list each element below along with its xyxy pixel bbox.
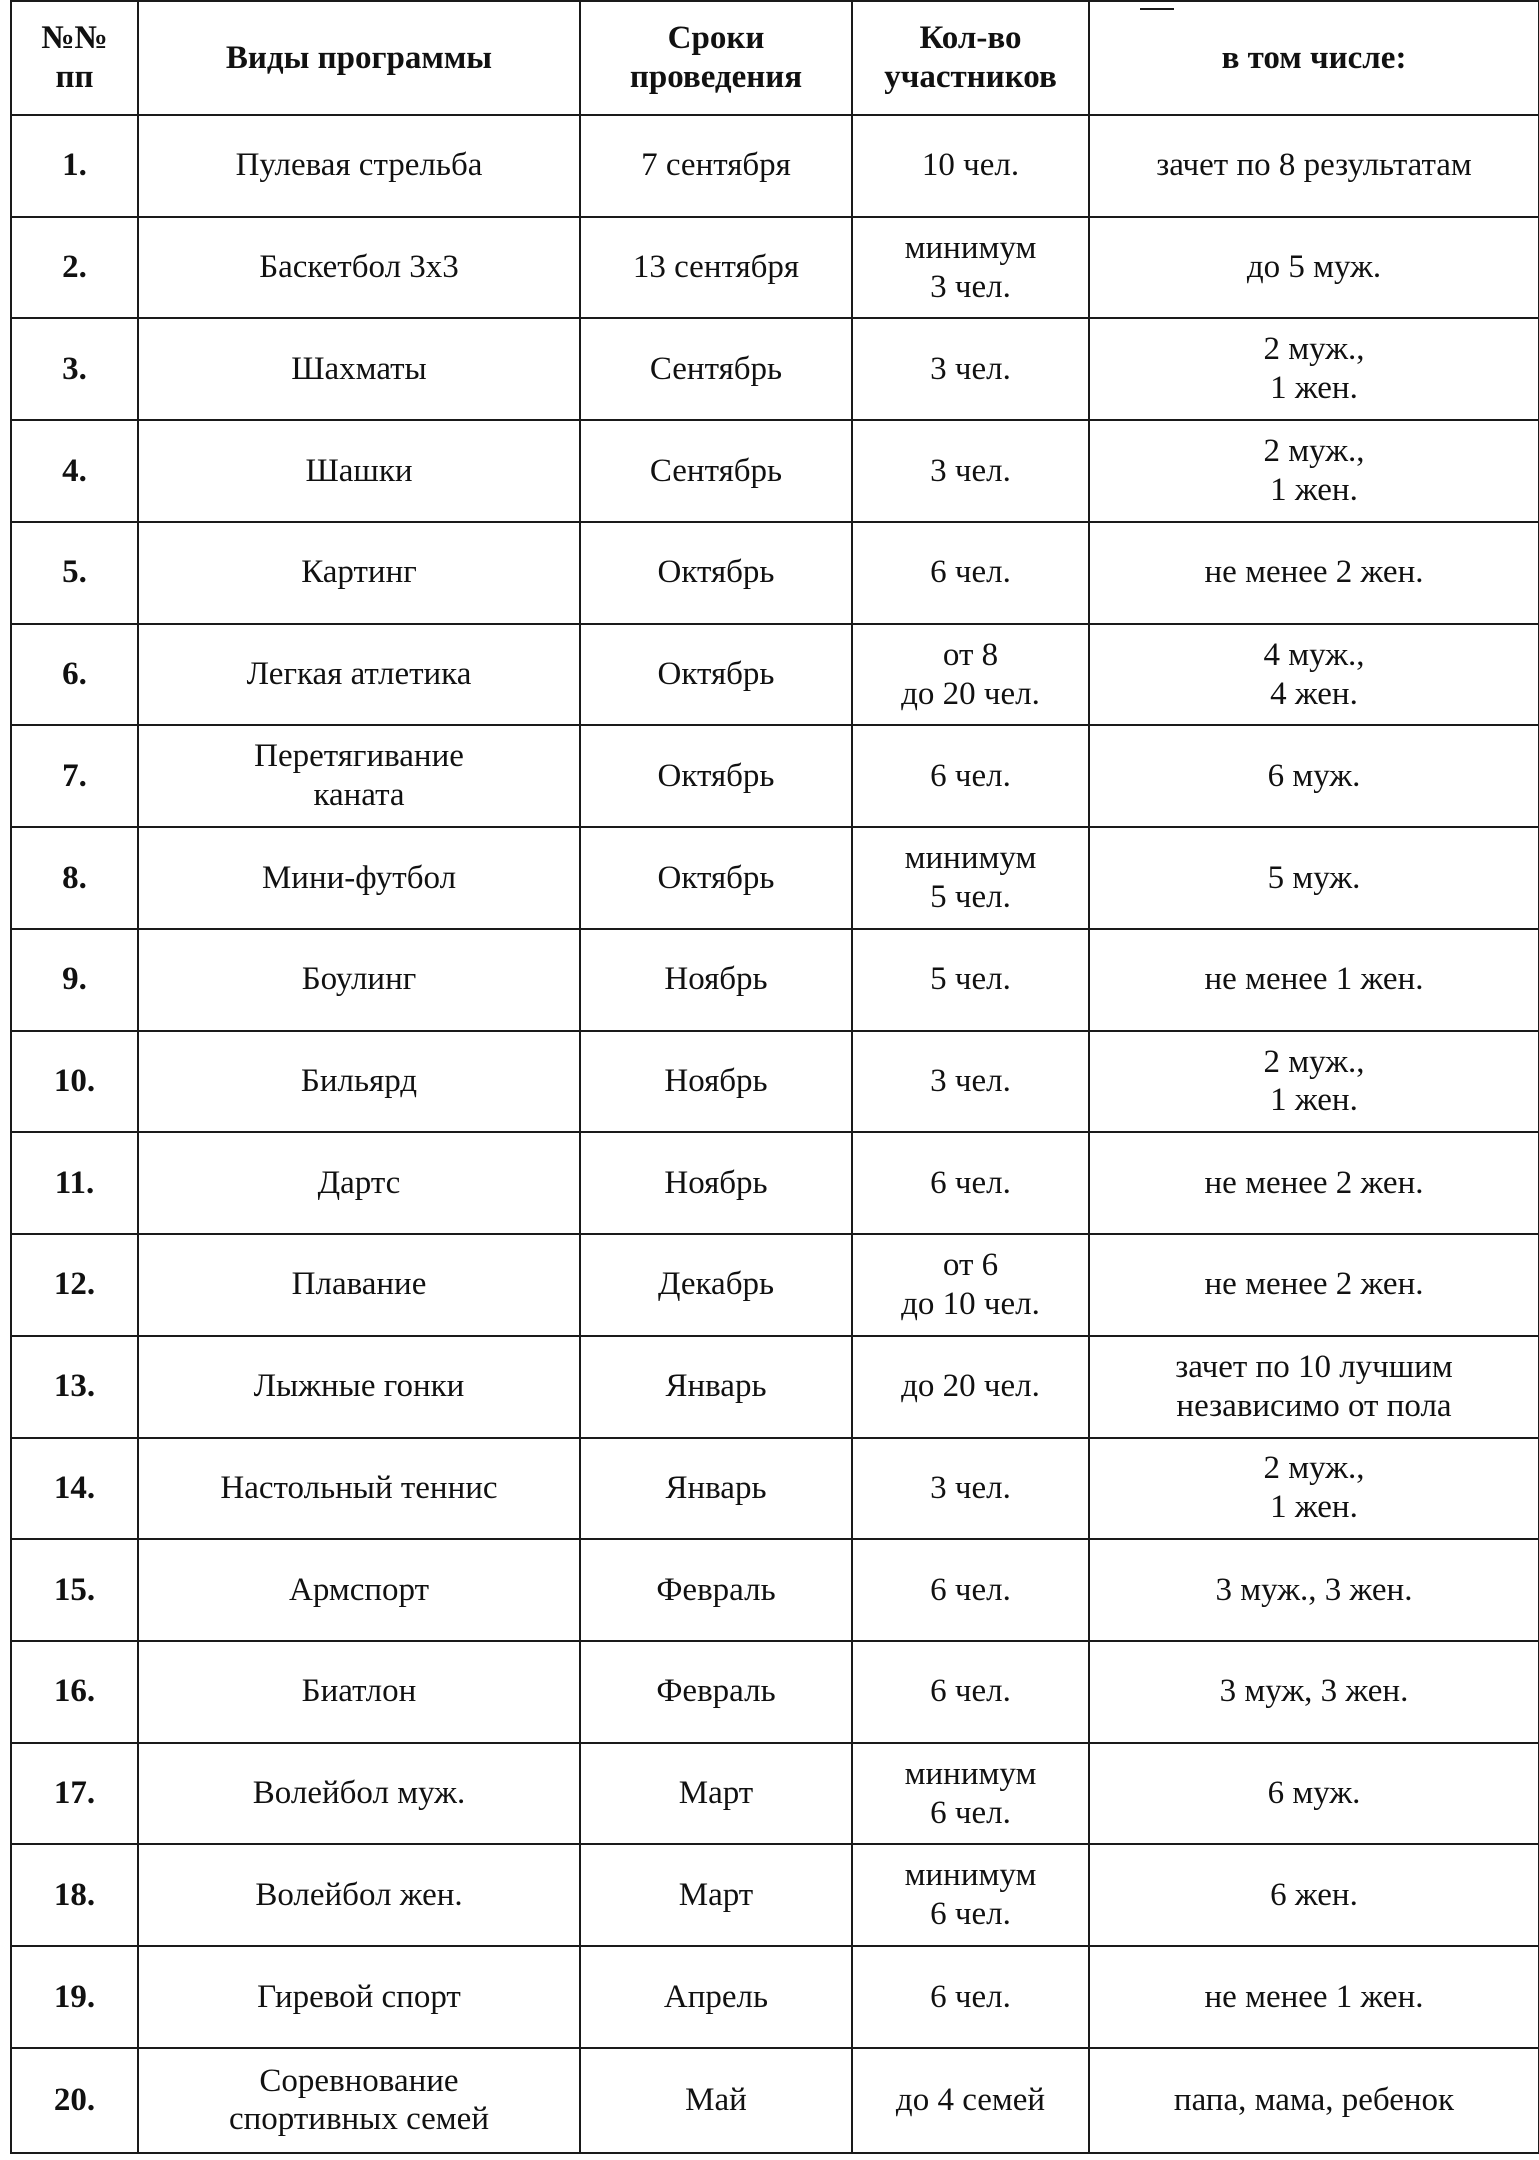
including-cell — [1089, 1743, 1539, 1845]
header-sport-type — [138, 1, 580, 115]
participant-count-cell — [852, 624, 1089, 726]
sport-type-cell — [138, 1844, 580, 1946]
period-cell-line: Апрель — [663, 1978, 769, 2015]
row-number-cell: 8. — [11, 827, 138, 929]
row-number-cell: 18. — [11, 1844, 138, 1946]
table-row — [11, 1234, 1539, 1336]
period-cell-line: Октябрь — [657, 554, 775, 591]
period-cell-line: Сентябрь — [649, 350, 783, 387]
period-cell-line: Октябрь — [657, 859, 775, 896]
including-cell-line: 3 муж, 3 жен. — [1219, 1673, 1409, 1710]
including-cell — [1089, 1946, 1539, 2048]
sport-type-cell — [138, 624, 580, 726]
sport-type-cell — [138, 1438, 580, 1540]
participant-count-cell — [852, 1641, 1089, 1743]
including-cell-line: 6 муж. — [1267, 1775, 1361, 1812]
including-cell — [1089, 725, 1539, 827]
period-cell-line: Март — [678, 1876, 754, 1913]
including-cell-line: 1 жен. — [1270, 370, 1358, 407]
sport-type-cell-line: Соревнование — [259, 2062, 459, 2099]
sport-type-cell — [138, 1234, 580, 1336]
participant-count-cell — [852, 1743, 1089, 1845]
participant-count-cell-line: до 20 чел. — [901, 675, 1040, 712]
including-cell-line: 3 муж., 3 жен. — [1215, 1571, 1413, 1608]
participant-count-cell-line: минимум — [904, 1857, 1037, 1894]
sport-type-cell-line: Шашки — [305, 452, 413, 489]
period-cell-line: Январь — [665, 1368, 767, 1405]
header-count-line: участников — [884, 59, 1057, 95]
period-cell-line: Октябрь — [657, 757, 775, 794]
table-row — [11, 522, 1539, 624]
participant-count-cell-line: 6 чел. — [930, 1571, 1011, 1608]
header-count-line: Кол-во — [919, 20, 1022, 57]
sport-type-cell — [138, 217, 580, 319]
participant-count-cell — [852, 1336, 1089, 1438]
table-row — [11, 318, 1539, 420]
participant-count-cell — [852, 725, 1089, 827]
participant-count-cell-line: 5 чел. — [930, 961, 1011, 998]
period-cell-line: 7 сентября — [641, 147, 791, 184]
participant-count-cell-line: минимум — [904, 840, 1037, 877]
row-number-cell: 20. — [11, 2048, 138, 2153]
period-cell — [580, 827, 852, 929]
period-cell-line: Май — [685, 2082, 747, 2118]
participant-count-cell-line: до 10 чел. — [901, 1285, 1040, 1322]
competition-schedule-table — [10, 0, 1539, 2154]
including-cell — [1089, 624, 1539, 726]
sport-type-cell — [138, 725, 580, 827]
sport-type-cell — [138, 1031, 580, 1133]
period-cell — [580, 929, 852, 1031]
header-sport-line: Виды программы — [225, 39, 493, 76]
row-number-cell: 3. — [11, 318, 138, 420]
including-cell-line: 2 муж., — [1263, 331, 1365, 368]
header-including-line: в том числе: — [1221, 39, 1407, 76]
sport-type-cell — [138, 1539, 580, 1641]
sport-type-cell — [138, 1132, 580, 1234]
sport-type-cell-line: Боулинг — [301, 961, 417, 998]
including-cell — [1089, 420, 1539, 522]
header-number — [11, 1, 138, 115]
sport-type-cell — [138, 318, 580, 420]
participant-count-cell-line: от 8 — [942, 636, 999, 673]
sport-type-cell-line: Волейбол муж. — [252, 1775, 466, 1812]
sport-type-cell — [138, 115, 580, 217]
participant-count-cell-line: 6 чел. — [930, 554, 1011, 591]
header-including — [1089, 1, 1539, 115]
row-number-cell: 13. — [11, 1336, 138, 1438]
period-cell — [580, 115, 852, 217]
table-row — [11, 725, 1539, 827]
table-row — [11, 1438, 1539, 1540]
participant-count-cell-line: до 4 семей — [895, 2082, 1046, 2118]
sport-type-cell-line: Баскетбол 3х3 — [259, 249, 459, 286]
including-cell — [1089, 1844, 1539, 1946]
sport-type-cell — [138, 1641, 580, 1743]
participant-count-cell-line: минимум — [904, 1755, 1037, 1792]
participant-count-cell-line: 3 чел. — [930, 452, 1011, 489]
including-cell-line: 6 муж. — [1267, 757, 1361, 794]
participant-count-cell — [852, 318, 1089, 420]
page-edge-mark — [1140, 0, 1174, 10]
period-cell — [580, 1844, 852, 1946]
including-cell-line: 6 жен. — [1270, 1876, 1358, 1913]
table-row — [11, 1641, 1539, 1743]
header-period-line: Сроки — [667, 20, 765, 57]
including-cell-line: 1 жен. — [1270, 1082, 1358, 1119]
sport-type-cell-line: Легкая атлетика — [246, 656, 472, 693]
participant-count-cell-line: 6 чел. — [930, 1896, 1011, 1933]
including-cell-line: 2 муж., — [1263, 1043, 1365, 1080]
period-cell — [580, 217, 852, 319]
including-cell-line: не менее 2 жен. — [1204, 1164, 1424, 1201]
table-row — [11, 2048, 1539, 2153]
including-cell — [1089, 2048, 1539, 2153]
row-number-cell: 17. — [11, 1743, 138, 1845]
sport-type-cell-line: Дартс — [317, 1164, 401, 1201]
including-cell-line: зачет по 8 результатам — [1156, 147, 1472, 184]
period-cell — [580, 624, 852, 726]
row-number-cell: 10. — [11, 1031, 138, 1133]
sport-type-cell-line: Биатлон — [301, 1673, 417, 1710]
participant-count-cell-line: 6 чел. — [930, 757, 1011, 794]
row-number-cell: 9. — [11, 929, 138, 1031]
period-cell-line: Ноябрь — [664, 1063, 768, 1099]
row-number-cell: 15. — [11, 1539, 138, 1641]
sport-type-cell — [138, 2048, 580, 2153]
including-cell — [1089, 1336, 1539, 1438]
participant-count-cell-line: 6 чел. — [930, 1794, 1011, 1831]
participant-count-cell-line: 3 чел. — [930, 1063, 1011, 1099]
sport-type-cell-line: Лыжные гонки — [253, 1368, 465, 1405]
header-participant-count — [852, 1, 1089, 115]
row-number-cell: 7. — [11, 725, 138, 827]
table-row — [11, 1336, 1539, 1438]
participant-count-cell — [852, 1132, 1089, 1234]
including-cell-line: 5 муж. — [1267, 859, 1361, 896]
period-cell — [580, 1336, 852, 1438]
period-cell-line: Март — [678, 1775, 754, 1812]
participant-count-cell — [852, 1946, 1089, 2048]
table-row — [11, 827, 1539, 929]
sport-type-cell-line: Волейбол жен. — [255, 1876, 463, 1913]
header-period-line: проведения — [629, 59, 803, 95]
including-cell — [1089, 1234, 1539, 1336]
participant-count-cell-line: 3 чел. — [930, 350, 1011, 387]
header-num-line: №№ — [41, 20, 108, 57]
sport-type-cell-line: Шахматы — [291, 350, 427, 387]
including-cell-line: 4 жен. — [1270, 675, 1358, 712]
table-row — [11, 115, 1539, 217]
sport-type-cell — [138, 929, 580, 1031]
row-number-cell: 11. — [11, 1132, 138, 1234]
including-cell — [1089, 929, 1539, 1031]
sport-type-cell-line: Картинг — [301, 554, 417, 591]
period-cell — [580, 725, 852, 827]
row-number-cell: 4. — [11, 420, 138, 522]
period-cell — [580, 318, 852, 420]
including-cell — [1089, 827, 1539, 929]
participant-count-cell — [852, 1438, 1089, 1540]
participant-count-cell — [852, 1031, 1089, 1133]
row-number-cell: 2. — [11, 217, 138, 319]
table-row — [11, 624, 1539, 726]
header-num-line: пп — [55, 59, 94, 95]
sport-type-cell-line: каната — [313, 777, 405, 814]
header-period — [580, 1, 852, 115]
sport-type-cell-line: Перетягивание — [254, 738, 464, 775]
table-row — [11, 1031, 1539, 1133]
sport-type-cell-line: Гиревой спорт — [257, 1978, 461, 2015]
sport-type-cell — [138, 1336, 580, 1438]
including-cell — [1089, 1539, 1539, 1641]
participant-count-cell — [852, 217, 1089, 319]
period-cell — [580, 522, 852, 624]
period-cell — [580, 1438, 852, 1540]
header-row — [11, 1, 1539, 115]
participant-count-cell — [852, 420, 1089, 522]
period-cell-line: Январь — [665, 1469, 767, 1506]
including-cell — [1089, 1438, 1539, 1540]
sport-type-cell-line: Армспорт — [288, 1571, 429, 1608]
participant-count-cell — [852, 115, 1089, 217]
including-cell-line: не менее 1 жен. — [1204, 961, 1424, 998]
participant-count-cell-line: 10 чел. — [921, 147, 1020, 184]
participant-count-cell — [852, 827, 1089, 929]
including-cell-line: 2 муж., — [1263, 433, 1365, 470]
including-cell — [1089, 1132, 1539, 1234]
including-cell-line: не менее 2 жен. — [1204, 1266, 1424, 1303]
including-cell-line: зачет по 10 лучшим — [1175, 1348, 1453, 1385]
table-row — [11, 1132, 1539, 1234]
including-cell-line: 2 муж., — [1263, 1450, 1365, 1487]
sport-type-cell — [138, 522, 580, 624]
sport-type-cell — [138, 420, 580, 522]
including-cell-line: папа, мама, ребенок — [1173, 2082, 1455, 2118]
participant-count-cell-line: минимум — [904, 229, 1037, 266]
period-cell-line: Декабрь — [657, 1266, 775, 1303]
row-number-cell: 12. — [11, 1234, 138, 1336]
participant-count-cell-line: до 20 чел. — [901, 1368, 1040, 1405]
period-cell — [580, 1743, 852, 1845]
period-cell-line: Февраль — [656, 1571, 776, 1608]
including-cell — [1089, 115, 1539, 217]
participant-count-cell — [852, 1844, 1089, 1946]
including-cell-line: 4 муж., — [1263, 636, 1365, 673]
participant-count-cell-line: 3 чел. — [930, 1469, 1011, 1506]
sport-type-cell-line: Плавание — [291, 1266, 427, 1303]
sport-type-cell-line: Настольный теннис — [220, 1469, 498, 1506]
period-cell — [580, 420, 852, 522]
including-cell-line: не менее 2 жен. — [1204, 554, 1424, 591]
table-row — [11, 1539, 1539, 1641]
period-cell-line: Ноябрь — [664, 1164, 768, 1201]
including-cell — [1089, 217, 1539, 319]
row-number-cell: 14. — [11, 1438, 138, 1540]
participant-count-cell-line: 6 чел. — [930, 1164, 1011, 1201]
row-number-cell: 1. — [11, 115, 138, 217]
period-cell — [580, 1539, 852, 1641]
table-row — [11, 217, 1539, 319]
sport-type-cell — [138, 827, 580, 929]
row-number-cell: 19. — [11, 1946, 138, 2048]
table-row — [11, 929, 1539, 1031]
period-cell-line: Октябрь — [657, 656, 775, 693]
including-cell-line: 1 жен. — [1270, 1489, 1358, 1526]
table-row — [11, 1844, 1539, 1946]
period-cell-line: Ноябрь — [664, 961, 768, 998]
period-cell-line: 13 сентября — [632, 249, 800, 286]
period-cell-line: Сентябрь — [649, 452, 783, 489]
period-cell — [580, 1132, 852, 1234]
row-number-cell: 16. — [11, 1641, 138, 1743]
participant-count-cell-line: 6 чел. — [930, 1978, 1011, 2015]
including-cell — [1089, 522, 1539, 624]
table-row — [11, 1946, 1539, 2048]
participant-count-cell-line: от 6 — [942, 1247, 999, 1283]
row-number-cell: 5. — [11, 522, 138, 624]
including-cell-line: не менее 1 жен. — [1204, 1978, 1424, 2015]
sport-type-cell — [138, 1946, 580, 2048]
including-cell-line: до 5 муж. — [1246, 249, 1382, 286]
period-cell — [580, 1031, 852, 1133]
table-row — [11, 420, 1539, 522]
sport-type-cell — [138, 1743, 580, 1845]
participant-count-cell — [852, 2048, 1089, 2153]
including-cell — [1089, 318, 1539, 420]
participant-count-cell-line: 5 чел. — [930, 879, 1011, 915]
sport-type-cell-line: Пулевая стрельба — [235, 147, 483, 184]
period-cell — [580, 1946, 852, 2048]
participant-count-cell — [852, 929, 1089, 1031]
participant-count-cell — [852, 1539, 1089, 1641]
table-row — [11, 1743, 1539, 1845]
document-page — [10, 0, 1538, 2154]
sport-type-cell-line: Бильярд — [300, 1063, 418, 1099]
including-cell — [1089, 1641, 1539, 1743]
including-cell-line: 1 жен. — [1270, 472, 1358, 509]
participant-count-cell-line: 6 чел. — [930, 1673, 1011, 1710]
period-cell-line: Февраль — [656, 1673, 776, 1710]
participant-count-cell — [852, 522, 1089, 624]
period-cell — [580, 1234, 852, 1336]
including-cell-line: независимо от пола — [1176, 1387, 1452, 1424]
period-cell — [580, 1641, 852, 1743]
participant-count-cell-line: 3 чел. — [930, 268, 1011, 305]
row-number-cell: 6. — [11, 624, 138, 726]
period-cell — [580, 2048, 852, 2153]
including-cell — [1089, 1031, 1539, 1133]
sport-type-cell-line: спортивных семей — [228, 2101, 489, 2138]
sport-type-cell-line: Мини-футбол — [261, 859, 457, 896]
participant-count-cell — [852, 1234, 1089, 1336]
